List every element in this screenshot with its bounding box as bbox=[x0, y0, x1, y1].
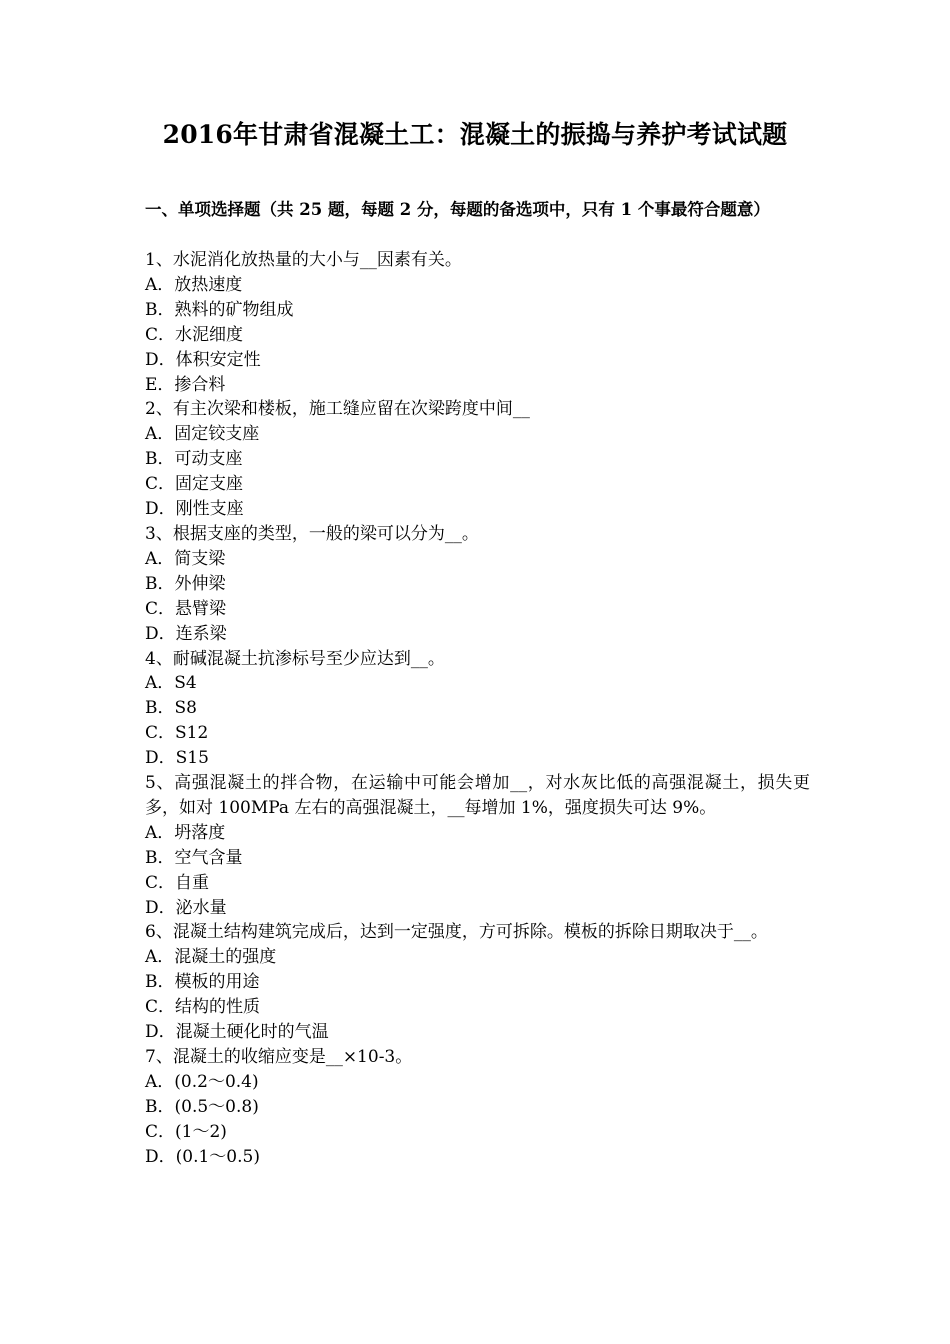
answer-option: A．固定铰支座 bbox=[145, 424, 260, 445]
answer-option: E．掺合料 bbox=[145, 374, 226, 395]
question-item bbox=[145, 522, 810, 647]
question-stem: 3、根据支座的类型，一般的梁可以分为__。 bbox=[145, 523, 479, 544]
document-title: 2016年甘肃省混凝土工：混凝土的振捣与养护考试试题 bbox=[162, 120, 788, 149]
answer-option: C．结构的性质 bbox=[145, 997, 261, 1018]
question-list bbox=[145, 248, 810, 1170]
answer-option: C．自重 bbox=[145, 872, 210, 893]
answer-option: A．坍落度 bbox=[145, 822, 226, 843]
answer-option: A．放热速度 bbox=[145, 274, 243, 295]
question-stem: 4、耐碱混凝土抗渗标号至少应达到__。 bbox=[145, 648, 445, 669]
question-item bbox=[145, 248, 810, 397]
answer-option: C．水泥细度 bbox=[145, 324, 244, 345]
question-item bbox=[145, 647, 810, 772]
answer-option: A．简支梁 bbox=[145, 548, 226, 569]
answer-option: B．(0.5～0.8) bbox=[145, 1096, 259, 1117]
answer-option: D．体积安定性 bbox=[145, 349, 261, 370]
answer-option: C．(1～2) bbox=[145, 1121, 227, 1142]
answer-option: D．刚性支座 bbox=[145, 499, 244, 520]
question-stem: 2、有主次梁和楼板，施工缝应留在次梁跨度中间__ bbox=[145, 399, 530, 420]
question-stem: 6、混凝土结构建筑完成后，达到一定强度，方可拆除。模板的拆除日期取决于__。 bbox=[145, 922, 768, 943]
answer-option: C．悬臂梁 bbox=[145, 598, 227, 619]
answer-option: D．S15 bbox=[145, 748, 209, 769]
answer-option: B．可动支座 bbox=[145, 449, 243, 470]
answer-option: B．外伸梁 bbox=[145, 573, 226, 594]
answer-option: D．泌水量 bbox=[145, 897, 227, 918]
answer-option: A．混凝土的强度 bbox=[145, 947, 277, 968]
answer-option: C．S12 bbox=[145, 723, 209, 744]
question-item bbox=[145, 397, 810, 522]
question-item bbox=[145, 1045, 810, 1170]
question-stem: 7、混凝土的收缩应变是__×10-3。 bbox=[145, 1047, 413, 1067]
question-stem: 1、水泥消化放热量的大小与__因素有关。 bbox=[145, 250, 462, 270]
section-heading: 一、单项选择题（共 25 题，每题 2 分，每题的备选项中，只有 1 个事最符合题意） bbox=[145, 200, 770, 219]
answer-option: B．空气含量 bbox=[145, 847, 243, 868]
answer-option: A．S4 bbox=[145, 673, 197, 694]
answer-option: D．(0.1～0.5) bbox=[145, 1146, 260, 1167]
question-item bbox=[145, 771, 810, 920]
question-stem: 5、高强混凝土的拌合物，在运输中可能会增加__，对水灰比低的高强混凝土，损失更多，如对 100MPa 左右的高强混凝土，__每增加 1%，强度损失可达 9%。 bbox=[145, 773, 810, 818]
answer-option: C．固定支座 bbox=[145, 474, 244, 495]
answer-option: D．混凝土硬化时的气温 bbox=[145, 1022, 329, 1043]
answer-option: B．熟料的矿物组成 bbox=[145, 299, 294, 320]
answer-option: B．模板的用途 bbox=[145, 972, 260, 993]
answer-option: B．S8 bbox=[145, 698, 197, 719]
answer-option: A．(0.2～0.4) bbox=[145, 1071, 259, 1092]
question-item bbox=[145, 920, 810, 1045]
answer-option: D．连系梁 bbox=[145, 623, 227, 644]
